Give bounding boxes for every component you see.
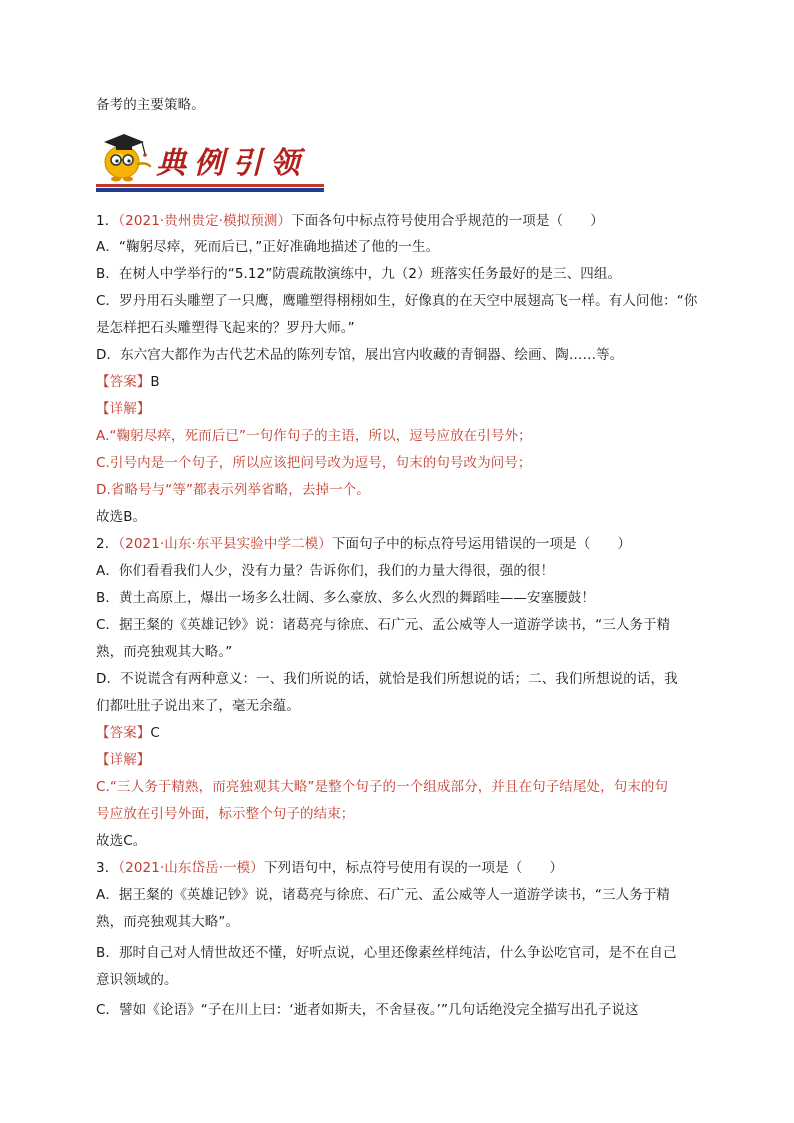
question-source: （2021·贵州贵定·模拟预测）: [118, 213, 292, 229]
question-source: （2021·山东·东平县实验中学二模）: [118, 536, 332, 552]
explanation-line: C.“三人务于精熟，而亮独观其大略”是整个句子的一个组成部分，并且在句子结尾处，句末的句: [96, 779, 669, 795]
explanation-line: D.省略号与“等”都表示列举省略，去掉一个。: [96, 482, 370, 498]
option-a-line-2: 熟，而亮独观其大略”。: [96, 914, 240, 930]
option-c-line-1: C．据王粲的《英雄记钞》说：诸葛亮与徐庶、石广元、孟公威等人一道游学读书，“三人务于精: [96, 617, 671, 633]
detail-label: 【详解】: [96, 401, 151, 417]
banner-rule-red: [96, 184, 324, 187]
answer-label: 【答案】: [96, 725, 151, 741]
question-text: 下面句子中的标点符号运用错误的一项是（ ）: [331, 536, 632, 552]
answer-value: B: [150, 374, 160, 390]
explanation-line: A.“鞠躬尽瘁，死而后已”一句作句子的主语，所以，逗号应放在引号外；: [96, 428, 532, 444]
question-2-stem: [96, 534, 631, 554]
option-b-line-2: 意识领域的。: [96, 972, 178, 988]
option-b-line-1: B．那时自己对人情世故还不懂，好听点说，心里还像素丝样纯洁，什么争讼吃官司，是不在自己: [96, 945, 677, 961]
option-a: A．你们看看我们人少，没有力量？告诉你们，我们的力量大得很，强的很！: [96, 563, 555, 579]
question-number: 2．: [96, 536, 119, 552]
answer-value: C: [150, 725, 160, 741]
option-c-line-1: C．罗丹用石头雕塑了一只鹰，鹰雕塑得栩栩如生，好像真的在天空中展翅高飞一样。有人问他：“你: [96, 293, 698, 309]
question-text: 下面各句中标点符号使用合乎规范的一项是（ ）: [291, 213, 604, 229]
banner-rule-blue: [96, 188, 324, 192]
conclusion: 故选C。: [96, 833, 147, 849]
question-number: 3．: [96, 860, 119, 876]
question-1-stem: [96, 211, 604, 231]
option-b: B．黄土高原上，爆出一场多么壮阔、多么豪放、多么火烈的舞蹈哇——安塞腰鼓！: [96, 590, 595, 606]
explanation-line: C.引号内是一个句子，所以应该把问号改为逗号，句末的句号改为问号；: [96, 455, 532, 471]
answer-line: [96, 372, 160, 392]
option-d-line-1: D．不说谎含有两种意义：一、我们所说的话，就恰是我们所想说的话；二、我们所想说的话，我: [96, 671, 678, 687]
option-c-line-2: 熟，而亮独观其大略。”: [96, 644, 233, 660]
question-text: 下列语句中，标点符号使用有误的一项是（ ）: [263, 860, 564, 876]
option-a-line-1: A．据王粲的《英雄记钞》说，诸葛亮与徐庶、石广元、孟公威等人一道游学读书，“三人务于精: [96, 887, 671, 903]
graduate-mascot-icon: [92, 124, 156, 186]
option-d: D．东六宫大都作为古代艺术品的陈列专馆，展出宫内收藏的青铜器、绘画、陶……等。: [96, 347, 624, 363]
conclusion: 故选B。: [96, 509, 147, 525]
question-3-stem: [96, 858, 563, 878]
detail-label: 【详解】: [96, 752, 151, 768]
intro-text: 备考的主要策略。: [96, 97, 205, 113]
question-number: 1．: [96, 213, 119, 229]
explanation-line: 号应放在引号外面，标示整个句子的结束；: [96, 806, 355, 822]
section-banner: [92, 124, 324, 196]
option-c-line-1: C．譬如《论语》“子在川上曰：‘逝者如斯夫，不舍昼夜。’”几句话绝没完全描写出孔子说这: [96, 1002, 639, 1018]
option-c-line-2: 是怎样把石头雕塑得飞起来的？罗丹大师。”: [96, 320, 355, 336]
option-b: B．在树人中学举行的“5.12”防震疏散演练中，九（2）班落实任务最好的是三、四组。: [96, 266, 622, 282]
question-source: （2021·山东岱岳·一模）: [118, 860, 264, 876]
banner-title: 典例引领: [156, 146, 308, 181]
option-a: A．“鞠躬尽瘁，死而后已，”正好准确地描述了他的一生。: [96, 239, 440, 255]
answer-line: [96, 723, 160, 743]
answer-label: 【答案】: [96, 374, 151, 390]
option-d-line-2: 们都吐肚子说出来了，毫无余蕴。: [96, 698, 300, 714]
